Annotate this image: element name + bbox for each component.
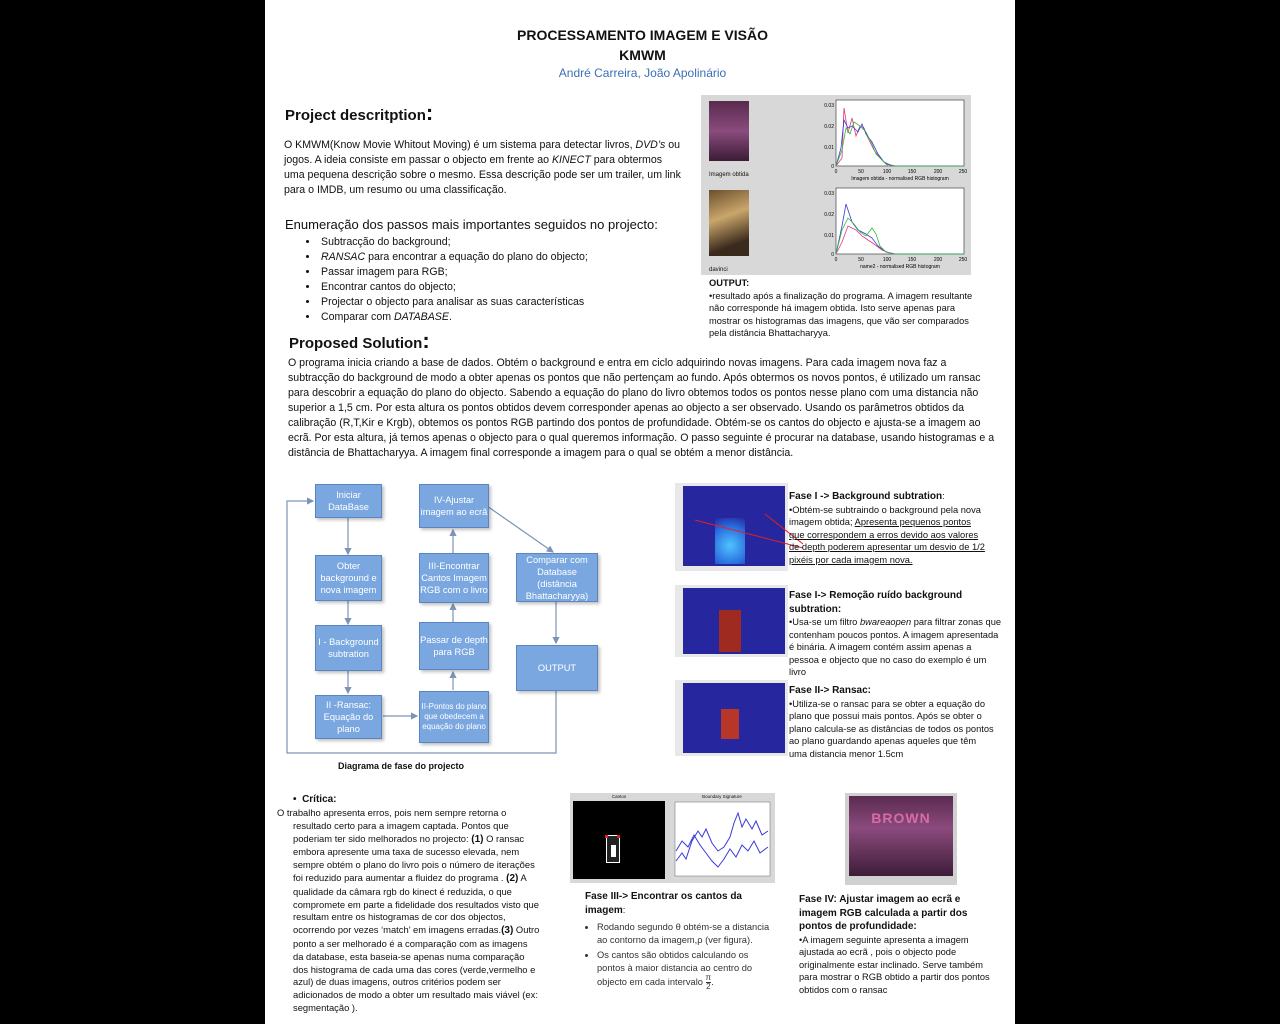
x-tick-label: 250 [958,169,968,175]
x-tick-label: 100 [882,257,892,263]
book-cover-image [849,796,953,876]
fase2-caption: Fase II-> Ransac: •Utiliza-se o ransac para se obter a equação do plano que possui mais pontos. Após se obter o plano calcula-se as distâncias de todos os pontos ao plano guardando apenas aqueles que têm uma distancia menor 1.5cm [789,685,994,759]
step-item: • Subtracção do background; [319,235,699,250]
plane-blob [721,709,739,739]
flow-arrow [487,506,553,552]
fase3-bullet: • Os cantos são obtidos calculando os pontos à maior distancia ao centro do objecto em cada intervalo $\frac{\pi}{2}$ . [597,949,775,991]
flow-box-encontrar: III-Encontrar Cantos Imagem RGB com o livro [419,553,489,603]
y-tick-label: 0.01 [824,145,834,151]
critica-heading: • Crítica: [293,794,337,805]
fase2-image [675,680,788,756]
book-blob [719,610,741,652]
histogram-bottom [826,186,971,274]
y-tick-label: 0.03 [824,103,834,109]
x-ticks [835,169,968,175]
book-cover-image [709,101,749,161]
cantos-panel [573,801,665,879]
y-tick-label: 0 [831,252,834,258]
book-title-text: BROWN [871,810,931,826]
histogram-bottom-title: name2 - normalised RGB histogram [860,264,940,270]
histogram-top-title: Imagem obtida - normalised RGB histogram [851,176,949,182]
poster [265,0,1015,1024]
step-item: • RANSAC para encontrar a equação do plano do objecto; [319,250,699,265]
y-tick-label: 0.01 [824,233,834,239]
steps-heading: Enumeração dos passos mais importantes seguidos no projecto: [285,217,658,232]
ransac-map [683,683,785,753]
fase4-caption: Fase IV: Ajustar imagem ao ecrã e imagem RGB calculada a partir dos pontos de profundidade: •A imagem seguinte apresenta a imagem ajustada ao ecrã , pois o objecto pode originalmente estar inclinado. Serve também para mostrar o RGB obtido a partir dos pontos obtidos com o ransac [799,894,990,995]
y-tick-label: 0.02 [824,124,834,130]
x-tick-label: 150 [907,257,917,263]
x-tick-label: 0 [834,169,838,175]
flow-box-background-subtration: I - Background subtration [315,625,382,671]
step-item: • Passar imagem para RGB; [319,265,699,280]
y-tick-label: 0.02 [824,212,834,218]
fase4-figure [845,793,957,885]
flow-box-pontos: II-Pontos do plano que obedecem a equação do plano [419,691,489,743]
step-item: • Comparar com DATABASE. [319,310,699,325]
output-figure [701,95,971,275]
corner-marker [605,835,608,838]
x-tick-label: 100 [882,169,892,175]
flow-box-output: OUTPUT [516,645,598,691]
x-tick-label: 250 [958,257,968,263]
output-label-top: Imagem obtida [709,172,749,178]
critica-section [265,794,540,1015]
fase3-bullets [585,921,775,991]
step-item: • Projectar o objecto para analisar as suas características [319,295,699,310]
steps-list [285,235,699,325]
corner-marker [617,835,620,838]
flow-box-obter: Obter background e nova imagem [315,555,382,601]
book-cover-image [709,190,749,256]
plot-area [836,188,964,254]
fase1b-caption: Fase I-> Remoção ruído background subtration: •Usa-se um filtro bwareaopen para filtrar zonas que contenham poucos pontos. A imagem apresentada é binária. A imagem contém assim apenas a pessoa e objecto que no caso do exemplo é um livro [789,590,1002,677]
x-tick-label: 50 [858,169,864,175]
flow-diagram-caption: Diagrama de fase do projecto [338,761,465,771]
y-tick-label: 0.03 [824,191,834,197]
plot-area [675,802,770,876]
proposed-solution-text: O programa inicia criando a base de dados. Obtém o background e entra em ciclo adquirindo novas imagens. Para cada imagem nova faz a subtracção do background de modo a obter apenas os pontos que não pertençam ao fundo. Após obtermos os novos pontos, é utilizado um ransac para descobrir a equação do plano do objecto. Sabendo a equação do plano do livro obtemos todos os pontos nesse plano com uma distancia não superior a 1,5 cm. Por esta altura os pontos obtidos devem corresponder apenas ao objecto a ser observado. Usando os parâmetros obtidos da calibração (R,T,Kir e Krgb), obtemos os pontos RGB partindo dos pontos de profundidade. Obtém-se os cantos do objecto e ajusta-se a imagem ao ecrã. Por esta altura, já temos apenas o objecto para o qual queremos informação. O passo seguinte é procurar na database, usando histogramas e a distância de Bhattacharyya. A imagem final corresponde a imagem para o qual se obtém a menor distância. [288,357,995,459]
corner-shape [611,845,616,857]
cantos-panel-title: Cantos [611,794,627,799]
output-label-bottom: davinci [709,267,728,273]
x-tick-label: 50 [858,257,864,263]
x-ticks [835,257,968,263]
x-tick-label: 200 [933,257,943,263]
x-tick-label: 0 [834,257,838,263]
flow-box-iniciar: Iniciar DataBase [315,484,382,518]
boundary-panel-title: Boundary Signature [702,794,742,799]
project-description-text: O KMWM(Know Movie Whitout Moving) é um sistema para detectar livros, DVD’s ou jogos. A ideia consiste em passar o objecto em frente ao KINECT para obtermos uma pequena descrição sobre o mesmo. Essa descrição pode ser um trailer, um link para o IMDB, um resumo ou uma classificação. [284,139,681,196]
fase1-caption: Fase I -> Background subtration: •Obtém-se subtraindo o background pela nova imagem obtida; Apresenta pequenos pontos que correspondem a erros devido aos valores de depth poderem apresentar um desvio de 1/2 pixéis por cada imagem nova. [789,491,985,565]
fraction: $\frac{\pi}{2}$ [705,973,712,991]
y-tick-label: 0 [831,164,834,170]
step-item: • Encontrar cantos do objecto; [319,280,699,295]
poster-title: PROCESSAMENTO IMAGEM E VISÃO [517,27,768,43]
flow-box-passar: Passar de depth para RGB [419,622,489,670]
histogram-top [826,98,971,186]
critica-text: O trabalho apresenta erros, pois nem sempre retorna o resultado certo para a imagem captada. Pontos que poderiam ter sido melhorados no projecto: (1) O ransac embora apresente uma taxa de sucesso elevada, nem sempre obtém o plano do livro pois o número de iterações foi reduzido para aumentar a fluidez do programa . (2) A qualidade da câmara rgb do kinect é reduzida, o que compromete em parte a fidelidade dos resultados visto que resultam entre os histogramas de cor dos objectos, ocorrendo por vezes ‘match’ em imagens erradas.(3) Outro ponto a ser melhorado é a comparação com as imagens da database, esta baseia-se apenas numa comparação dos histograma de cada uma das cores (verde,vermelho e azul) de duas imagens, outros critérios podem ser adicionados de modo a obter um resultado mais viável (ex: segmentação ). [277,807,540,1013]
poster-authors: André Carreira, João Apolinário [558,66,727,80]
output-caption: OUTPUT: •resultado após a finalização do programa. A imagem resultante não corresponde há imagem obtida. Isto serve apenas para mostrar os histogramas das imagens, que vão ser comparados pela distância Bhattacharyya. [709,278,973,338]
flow-box-comparar: Comparar com Database (distância Bhattacharyya) [516,553,598,602]
proposed-solution-heading: Proposed Solution: [289,328,430,353]
fase1b-image [675,585,788,657]
flow-box-ajustar: IV-Ajustar imagem ao ecrã [419,484,489,528]
x-tick-label: 200 [933,169,943,175]
project-description-heading: Project descritption: [285,100,434,125]
fase3-bullet: • Rodando segundo θ obtém-se a distancia ao contorno da imagem,ρ (ver figura). [597,921,775,946]
flow-box-ransac: II -Ransac: Equação do plano [315,695,382,739]
fase3-figure [570,793,775,883]
poster-subtitle: KMWM [619,47,666,63]
binary-map [683,588,785,654]
x-tick-label: 150 [907,169,917,175]
pointer-line [695,520,803,548]
boundary-signature-plot [672,801,772,880]
fase3-caption: Fase III-> Encontrar os cantos da imagem: • Rodando segundo θ obtém-se a distancia ao contorno da imagem,ρ (ver figura). • Os cantos são obtidos calculando os pontos à maior distancia ao centro do objecto em cada intervalo $\frac{\pi}{2}$ . [585,890,775,991]
